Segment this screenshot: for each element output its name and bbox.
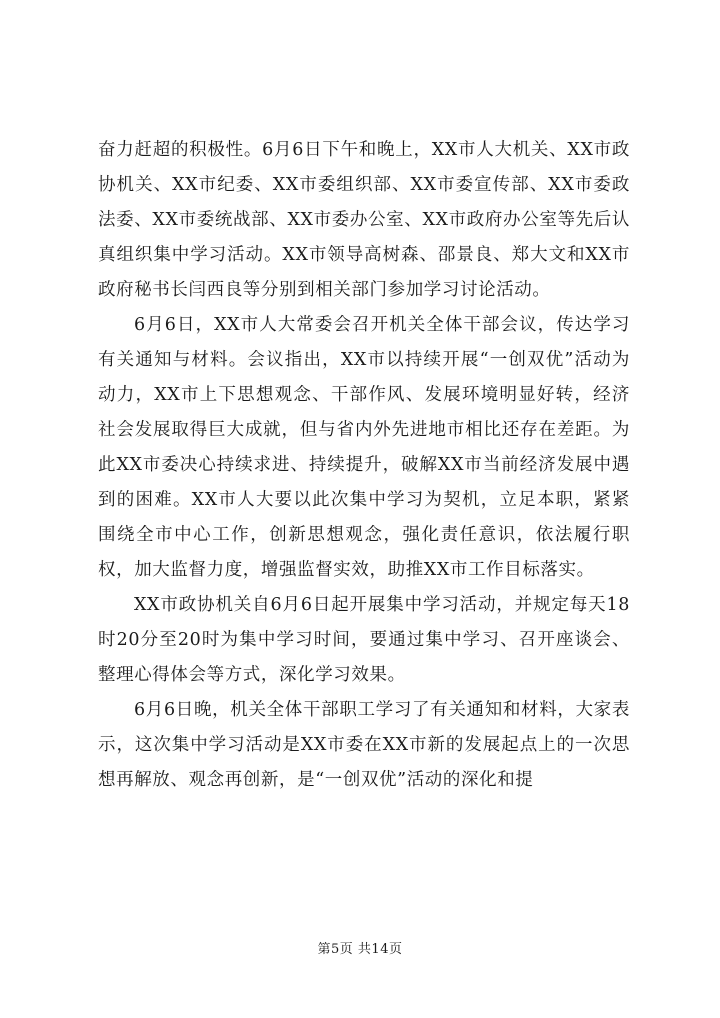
paragraph-4: 6月6日晚，机关全体干部职工学习了有关通知和材料，大家表示，这次集中学习活动是XX市委在XX市新的发展起点上的一次思想再解放、观念再创新，是“一创双优”活动的深化和提 — [98, 700, 630, 790]
body-text — [98, 133, 630, 798]
paragraph-3: XX市政协机关自6月6日起开展集中学习活动，并规定每天18时20分至20时为集中学习时间，要通过集中学习、召开座谈会、整理心得体会等方式，深化学习效果。 — [98, 595, 630, 685]
page-number-footer: 第5页 共14页 — [317, 942, 403, 957]
paragraph-2: 6月6日，XX市人大常委会召开机关全体干部会议，传达学习有关通知与材料。会议指出，XX市以持续开展“一创双优”活动为动力，XX市上下思想观念、干部作风、发展环境明显好转，经济社会发展取得巨大成就，但与省内外先进地市相比还存在差距。为此XX市委决心持续求进、持续提升，破解XX市当前经济发展中遇到的困难。XX市人大要以此次集中学习为契机，立足本职，紧紧围绕全市中心工作，创新思想观念，强化责任意识，依法履行职权，加大监督力度，增强监督实效，助推XX市工作目标落实。 — [98, 315, 630, 580]
paragraph-1: 奋力赶超的积极性。6月6日下午和晚上，XX市人大机关、XX市政协机关、XX市纪委、XX市委组织部、XX市委宣传部、XX市委政法委、XX市委统战部、XX市委办公室、XX市政府办公室等先后认真组织集中学习活动。XX市领导高树森、邵景良、郑大文和XX市政府秘书长闫西良等分别到相关部门参加学习讨论活动。 — [98, 140, 630, 300]
